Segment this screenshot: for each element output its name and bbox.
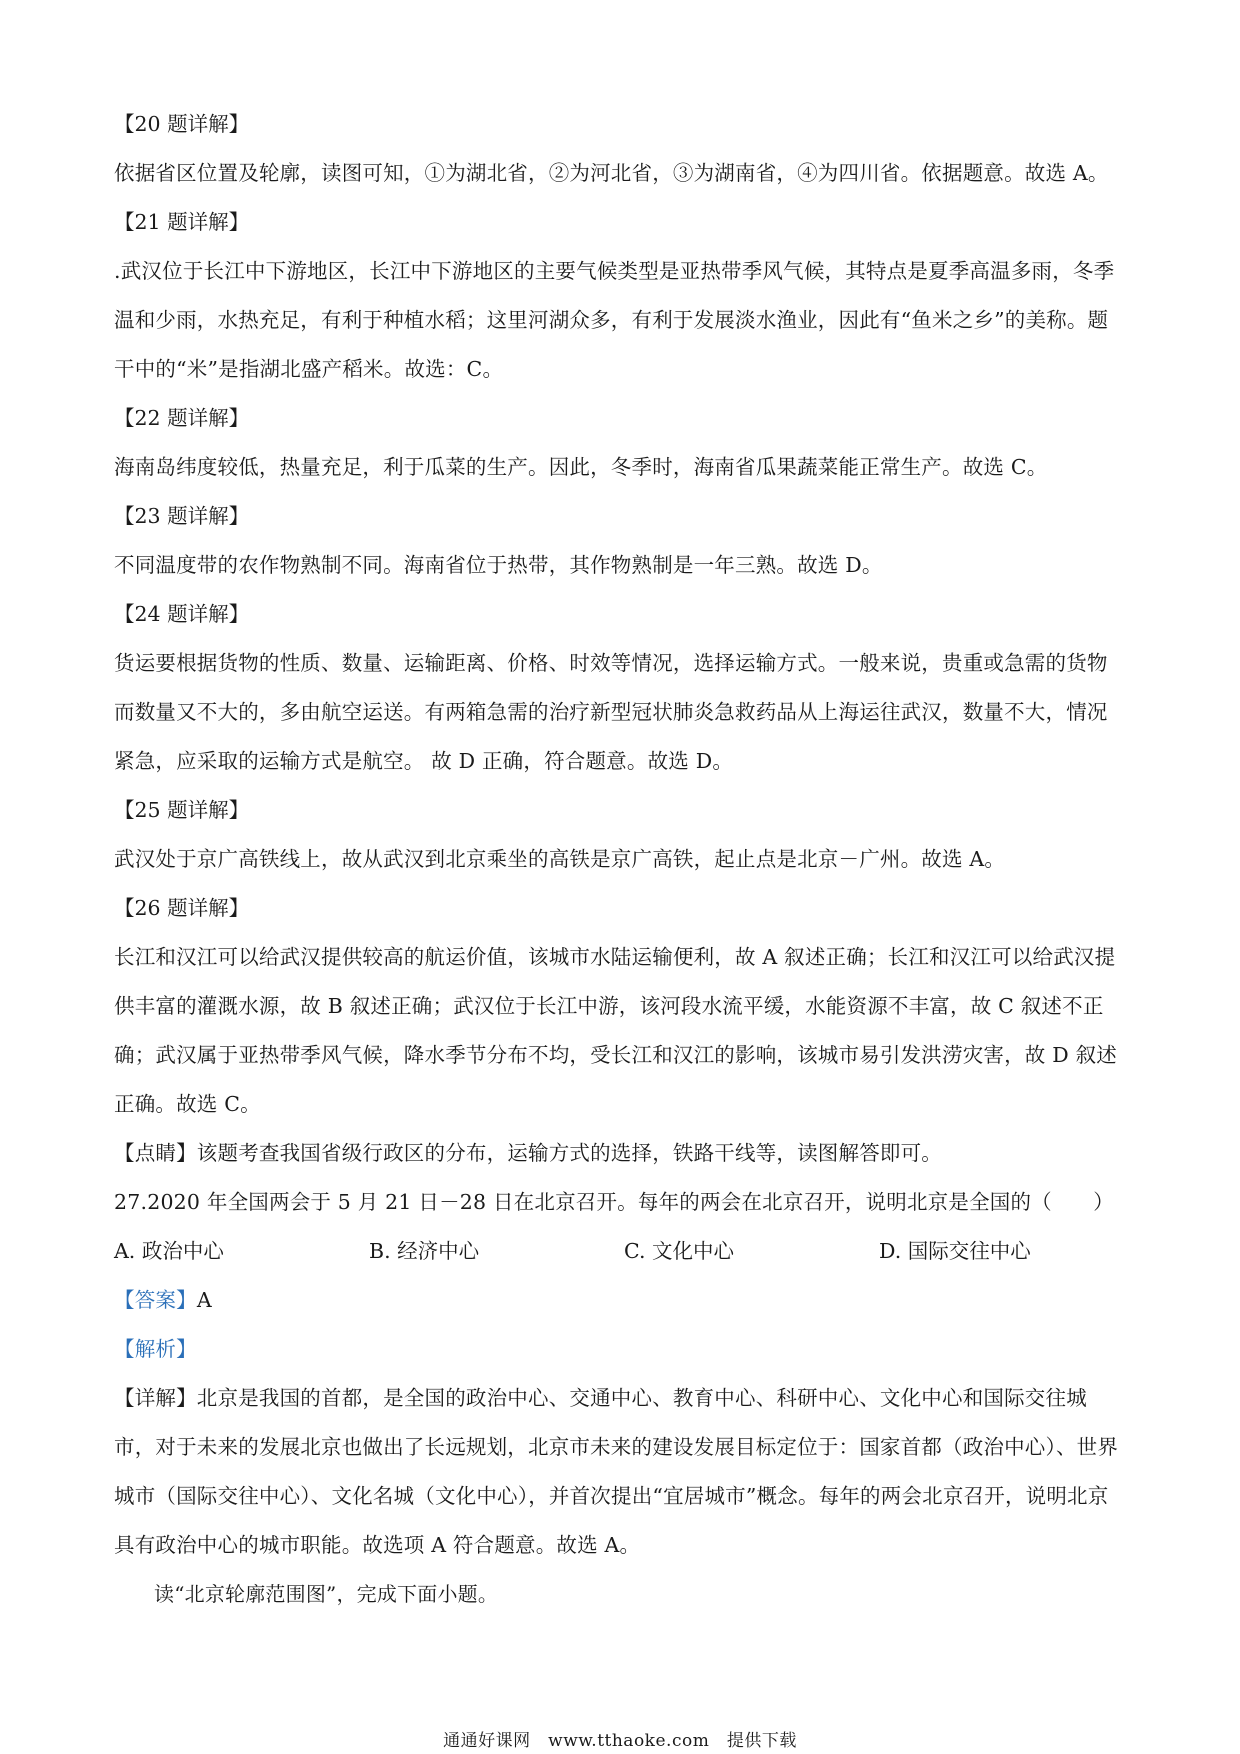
question-27-options [114, 1227, 1124, 1276]
section-heading-22: 【22 题详解】 [114, 406, 250, 430]
option-d: D. 国际交往中心 [879, 1239, 1031, 1263]
answer-value: A [196, 1288, 212, 1312]
section-heading-25: 【25 题详解】 [114, 798, 250, 822]
section-heading-26: 【26 题详解】 [114, 896, 250, 920]
section-heading-24: 【24 题详解】 [114, 602, 250, 626]
section-text-26: 长江和汉江可以给武汉提供较高的航运价值，该城市水陆运输便利，故 A 叙述正确；长江和汉江可以给武汉提供丰富的灌溉水源，故 B 叙述正确；武汉位于长江中游，该河段水流平缓，水能资源不丰富，故 C 叙述不正确；武汉属于亚热带季风气候，降水季节分布不均，受长江和汉江的影响，该城市易引发洪涝灾害，故 D 叙述正确。故选 C。 [114, 945, 1117, 1116]
answer-line [114, 1276, 1124, 1325]
option-a: A. 政治中心 [114, 1239, 224, 1263]
dianjing-note: 【点睛】该题考查我国省级行政区的分布，运输方式的选择，铁路干线等，读图解答即可。 [114, 1141, 942, 1165]
option-c: C. 文化中心 [624, 1239, 734, 1263]
answer-label: 【答案】 [114, 1288, 197, 1312]
section-text-24: 货运要根据货物的性质、数量、运输距离、价格、时效等情况，选择运输方式。一般来说，贵重或急需的货物而数量又不大的，多由航空运送。有两箱急需的治疗新型冠状肺炎急救药品从上海运往武汉，数量不大，情况紧急，应采取的运输方式是航空。 故 D 正确，符合题意。故选 D。 [114, 651, 1108, 773]
section-text-25: 武汉处于京广高铁线上，故从武汉到北京乘坐的高铁是京广高铁，起止点是北京－广州。故选 A。 [114, 847, 1006, 871]
next-question-intro: 读“北京轮廓范围图”，完成下面小题。 [154, 1582, 499, 1606]
section-text-21: .武汉位于长江中下游地区，长江中下游地区的主要气候类型是亚热带季风气候，其特点是夏季高温多雨，冬季温和少雨，水热充足，有利于种植水稻；这里河湖众多，有利于发展淡水渔业，因此有“鱼米之乡”的美称。题干中的“米”是指湖北盛产稻米。故选：C。 [114, 259, 1115, 381]
section-heading-21: 【21 题详解】 [114, 210, 250, 234]
section-heading-20: 【20 题详解】 [114, 112, 250, 136]
question-27-stem: 27.2020 年全国两会于 5 月 21 日－28 日在北京召开。每年的两会在北京召开，说明北京是全国的（ ） [114, 1190, 1114, 1214]
document-body [114, 100, 1124, 1619]
analysis-label: 【解析】 [114, 1337, 197, 1361]
page-footer: 通通好课网 www.tthaoke.com 提供下载 [443, 1731, 797, 1751]
section-text-20: 依据省区位置及轮廓，读图可知，①为湖北省，②为河北省，③为湖南省，④为四川省。依据题意。故选 A。 [114, 161, 1109, 185]
option-b: B. 经济中心 [369, 1239, 480, 1263]
section-text-22: 海南岛纬度较低，热量充足，利于瓜菜的生产。因此，冬季时，海南省瓜果蔬菜能正常生产。故选 C。 [114, 455, 1048, 479]
section-text-23: 不同温度带的农作物熟制不同。海南省位于热带，其作物熟制是一年三熟。故选 D。 [114, 553, 883, 577]
question-27-detail: 【详解】北京是我国的首都，是全国的政治中心、交通中心、教育中心、科研中心、文化中心和国际交往城市，对于未来的发展北京也做出了长远规划，北京市未来的建设发展目标定位于：国家首都（政治中心）、世界城市（国际交往中心）、文化名城（文化中心），并首次提出“宜居城市”概念。每年的两会北京召开，说明北京具有政治中心的城市职能。故选项 A 符合题意。故选 A。 [114, 1386, 1119, 1557]
section-heading-23: 【23 题详解】 [114, 504, 250, 528]
